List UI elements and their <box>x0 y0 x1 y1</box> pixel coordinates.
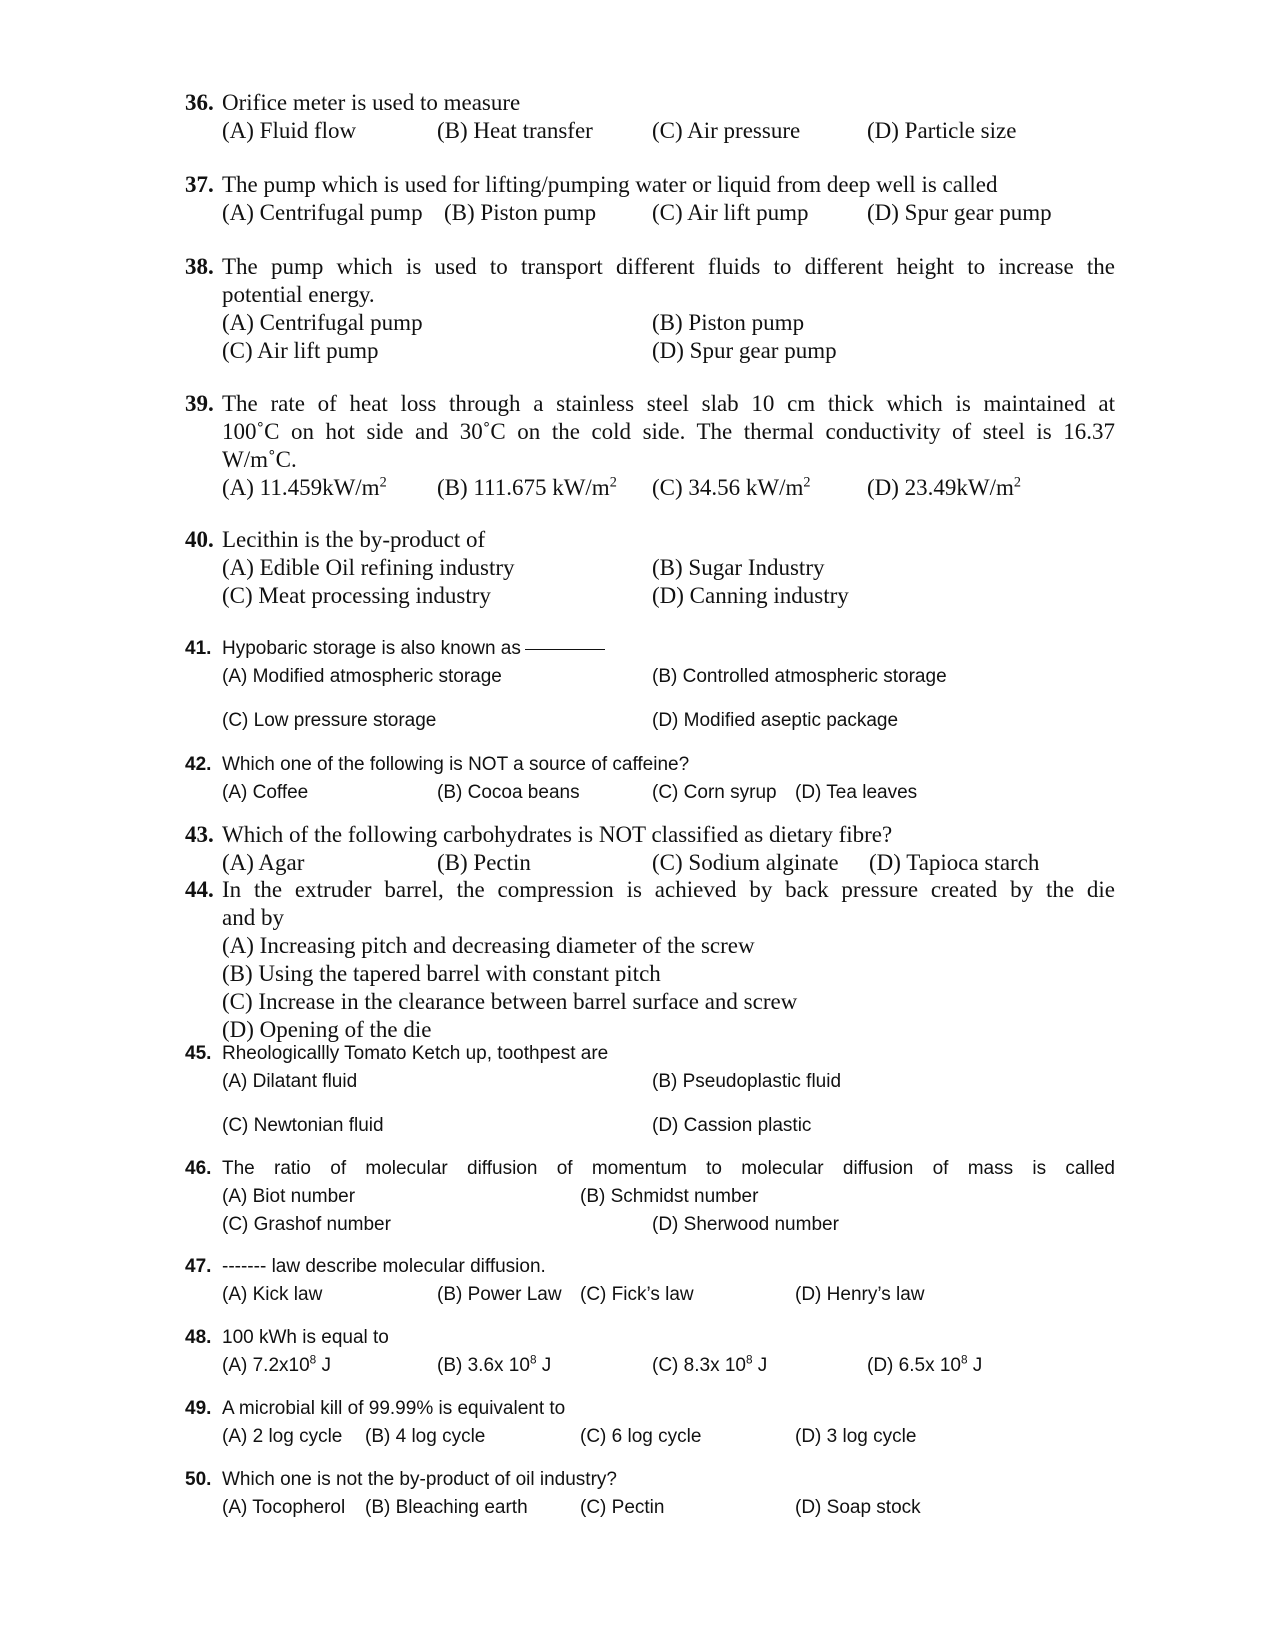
question-44 <box>185 876 1115 1044</box>
question-number: 49. <box>185 1398 212 1419</box>
option-a: (A) Centrifugal pump <box>222 200 423 225</box>
option-c: (C) Pectin <box>580 1497 665 1518</box>
option-a: (A) $7.2x10^8$ J <box>222 1353 331 1376</box>
question-stem: The ratio of molecular diffusion of momentum to molecular diffusion of mass is called <box>222 1158 1115 1179</box>
option-d: (D) Spur gear pump <box>652 338 837 363</box>
question-42 <box>185 751 1115 807</box>
option-d: (D) Sherwood number <box>652 1214 839 1235</box>
question-number: 50. <box>185 1469 212 1490</box>
option-b: (B) Piston pump <box>444 200 597 225</box>
question-43 <box>185 821 1115 877</box>
question-number: 40. <box>185 527 214 552</box>
option-b: (B) Pectin <box>437 850 531 875</box>
question-stem: ------- law describe molecular diffusion. <box>222 1256 546 1277</box>
option-a: (A) Modified atmospheric storage <box>222 666 502 687</box>
question-stem: A microbial kill of 99.99% is equivalent to <box>222 1398 566 1419</box>
question-stem: The pump which is used for lifting/pumping water or liquid from deep well is called <box>222 172 998 197</box>
question-46 <box>185 1155 1115 1239</box>
question-number: 42. <box>185 754 212 775</box>
question-stem-continued: W/m˚C. <box>222 447 297 472</box>
question-stem: 100 kWh is equal to <box>222 1327 389 1348</box>
option-b: (B) 111.675 $kW/m^2$ <box>437 474 617 500</box>
question-45 <box>185 1040 1115 1140</box>
question-41 <box>185 635 1115 735</box>
option-a: (A) Agar <box>222 850 305 875</box>
option-c: (C) Increase in the clearance between barrel surface and screw <box>222 989 798 1014</box>
question-number: 37. <box>185 172 214 197</box>
question-number: 47. <box>185 1256 212 1277</box>
option-a: (A) Kick law <box>222 1284 323 1305</box>
question-47 <box>185 1253 1115 1309</box>
option-b: (B) Bleaching earth <box>365 1497 528 1518</box>
option-c: (C) 8.3x $10^8$ J <box>652 1353 768 1376</box>
option-b: (B) Using the tapered barrel with constant pitch <box>222 961 661 986</box>
option-c: (C) Low pressure storage <box>222 710 437 731</box>
question-stem: Which one is not the by-product of oil industry? <box>222 1469 617 1490</box>
option-b: (B) Cocoa beans <box>437 782 580 803</box>
question-stem: Lecithin is the by-product of <box>222 527 486 552</box>
option-a: (A) Increasing pitch and decreasing diameter of the screw <box>222 933 755 958</box>
option-c: (C) Newtonian fluid <box>222 1115 384 1136</box>
option-d: (D) 6.5x $10^8$ J <box>867 1353 983 1376</box>
question-number: 38. <box>185 254 214 279</box>
option-d: (D) Spur gear pump <box>867 200 1052 225</box>
question-40 <box>185 526 1115 610</box>
option-c: (C) Grashof number <box>222 1214 391 1235</box>
option-a: (A) Edible Oil refining industry <box>222 555 515 580</box>
option-d: (D) Tea leaves <box>795 782 918 803</box>
question-number: 39. <box>185 391 214 416</box>
option-c: (C) Corn syrup <box>652 782 777 803</box>
option-d: (D) Canning industry <box>652 583 849 608</box>
question-37 <box>185 171 1115 227</box>
question-stem-continued: and by <box>222 905 284 930</box>
question-number: 44. <box>185 877 214 902</box>
option-a: (A) $11.459kW/m^2$ <box>222 474 387 500</box>
question-48 <box>185 1324 1115 1380</box>
option-d: (D) $23.49kW/m^2$ <box>867 474 1022 500</box>
option-d: (D) Opening of the die <box>222 1017 432 1042</box>
question-stem: Which of the following carbohydrates is NOT classified as dietary fibre? <box>222 822 893 847</box>
option-c: (C) Fick’s law <box>580 1284 694 1305</box>
question-36 <box>185 89 1115 145</box>
question-stem: Rheologicallly Tomato Ketch up, toothpest are <box>222 1043 609 1064</box>
question-38 <box>185 253 1115 365</box>
question-39 <box>185 390 1115 502</box>
question-number: 48. <box>185 1327 212 1348</box>
question-number: 45. <box>185 1043 212 1064</box>
option-c: (C) 34.56 $kW/m^2$ <box>652 474 811 500</box>
option-b: (B) Schmidst number <box>580 1186 759 1207</box>
option-d: (D) Henry’s law <box>795 1284 925 1305</box>
question-stem: Orifice meter is used to measure <box>222 90 521 115</box>
option-a: (A) Dilatant fluid <box>222 1071 358 1092</box>
option-c: (C) 6 log cycle <box>580 1426 702 1447</box>
question-stem-continued: potential energy. <box>222 282 375 307</box>
option-a: (A) Tocopherol <box>222 1497 346 1518</box>
question-number: 36. <box>185 90 214 115</box>
question-stem: The rate of heat loss through a stainless steel slab 10 cm thick which is maintained at <box>222 391 1115 416</box>
option-c: (C) Air lift pump <box>222 338 379 363</box>
question-stem: The pump which is used to transport different fluids to different height to increase the <box>222 254 1115 279</box>
option-c: (C) Meat processing industry <box>222 583 491 608</box>
option-b: (B) 3.6x $10^8$ J <box>437 1353 552 1376</box>
option-b: (B) 4 log cycle <box>365 1426 486 1447</box>
answer-blank <box>525 649 605 650</box>
option-a: (A) Coffee <box>222 782 309 803</box>
question-stem: Which one of the following is NOT a source of caffeine? <box>222 754 690 775</box>
option-b: (B) Sugar Industry <box>652 555 825 580</box>
option-c: (C) Air pressure <box>652 118 801 143</box>
option-a: (A) Centrifugal pump <box>222 310 423 335</box>
option-b: (B) Piston pump <box>652 310 805 335</box>
option-d: (D) Particle size <box>867 118 1017 143</box>
option-a: (A) Biot number <box>222 1186 356 1207</box>
option-b: (B) Power Law <box>437 1284 562 1305</box>
question-49 <box>185 1395 1115 1451</box>
option-a: (A) 2 log cycle <box>222 1426 343 1447</box>
option-c: (C) Sodium alginate <box>652 850 839 875</box>
option-b: (B) Pseudoplastic fluid <box>652 1071 842 1092</box>
question-stem-continued: 100˚C on hot side and 30˚C on the cold side. The thermal conductivity of steel is 16.37 <box>222 419 1115 444</box>
question-stem: Hypobaric storage is also known as <box>222 635 605 663</box>
option-b: (B) Controlled atmospheric storage <box>652 666 947 687</box>
option-d: (D) Modified aseptic package <box>652 710 899 731</box>
option-d: (D) Tapioca starch <box>869 850 1040 875</box>
option-c: (C) Air lift pump <box>652 200 809 225</box>
question-number: 43. <box>185 822 214 847</box>
question-number: 46. <box>185 1158 212 1179</box>
question-number: 41. <box>185 638 212 659</box>
option-a: (A) Fluid flow <box>222 118 357 143</box>
option-b: (B) Heat transfer <box>437 118 593 143</box>
option-d: (D) 3 log cycle <box>795 1426 917 1447</box>
question-stem: In the extruder barrel, the compression is achieved by back pressure created by the die <box>222 877 1115 902</box>
question-50 <box>185 1466 1115 1522</box>
option-d: (D) Cassion plastic <box>652 1115 812 1136</box>
option-d: (D) Soap stock <box>795 1497 921 1518</box>
